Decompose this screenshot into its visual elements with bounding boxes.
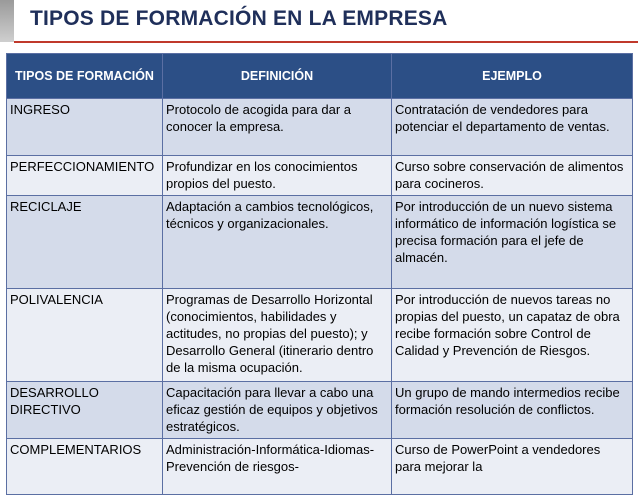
cell-tipo: DESARROLLO DIRECTIVO: [7, 382, 163, 439]
cell-ejemplo: Curso de PowerPoint a vendedores para mejorar la: [392, 439, 633, 495]
header-definicion: DEFINICIÓN: [163, 54, 392, 99]
cell-ejemplo: Contratación de vendedores para potenciar el departamento de ventas.: [392, 99, 633, 156]
header-ejemplo: EJEMPLO: [392, 54, 633, 99]
cell-tipo: POLIVALENCIA: [7, 289, 163, 382]
cell-tipo: RECICLAJE: [7, 196, 163, 289]
training-types-table: [6, 53, 633, 495]
table-row: [7, 289, 633, 382]
cell-ejemplo: Un grupo de mando intermedios recibe formación resolución de conflictos.: [392, 382, 633, 439]
cell-tipo: COMPLEMENTARIOS: [7, 439, 163, 495]
table-row: [7, 156, 633, 196]
table-row: [7, 196, 633, 289]
cell-definicion: Adaptación a cambios tecnológicos, técnicos y organizacionales.: [163, 196, 392, 289]
title-bar: [0, 0, 638, 42]
cell-definicion: Administración-Informática-Idiomas-Prevención de riesgos-: [163, 439, 392, 495]
slide-title: TIPOS DE FORMACIÓN EN LA EMPRESA: [30, 7, 448, 30]
left-accent-bar: [0, 0, 14, 42]
cell-definicion: Profundizar en los conocimientos propios del puesto.: [163, 156, 392, 196]
cell-definicion: Programas de Desarrollo Horizontal (conocimientos, habilidades y actitudes, no propias del puesto); y Desarrollo General (itinerario dentro de la misma ocupación.: [163, 289, 392, 382]
cell-tipo: PERFECCIONAMIENTO: [7, 156, 163, 196]
title-divider: [14, 41, 638, 43]
cell-tipo: INGRESO: [7, 99, 163, 156]
cell-ejemplo: Curso sobre conservación de alimentos para cocineros.: [392, 156, 633, 196]
cell-ejemplo: Por introducción de un nuevo sistema informático de información logística se precisa formación para el jefe de almacén.: [392, 196, 633, 289]
header-tipos: TIPOS DE FORMACIÓN: [7, 54, 163, 99]
cell-definicion: Protocolo de acogida para dar a conocer la empresa.: [163, 99, 392, 156]
table-row: [7, 99, 633, 156]
table-row: [7, 439, 633, 495]
cell-definicion: Capacitación para llevar a cabo una eficaz gestión de equipos y objetivos estratégicos.: [163, 382, 392, 439]
cell-ejemplo: Por introducción de nuevos tareas no propias del puesto, un capataz de obra recibe formación sobre Control de Calidad y Prevención de Riesgos.: [392, 289, 633, 382]
table-row: [7, 382, 633, 439]
table-header-row: [7, 54, 633, 99]
